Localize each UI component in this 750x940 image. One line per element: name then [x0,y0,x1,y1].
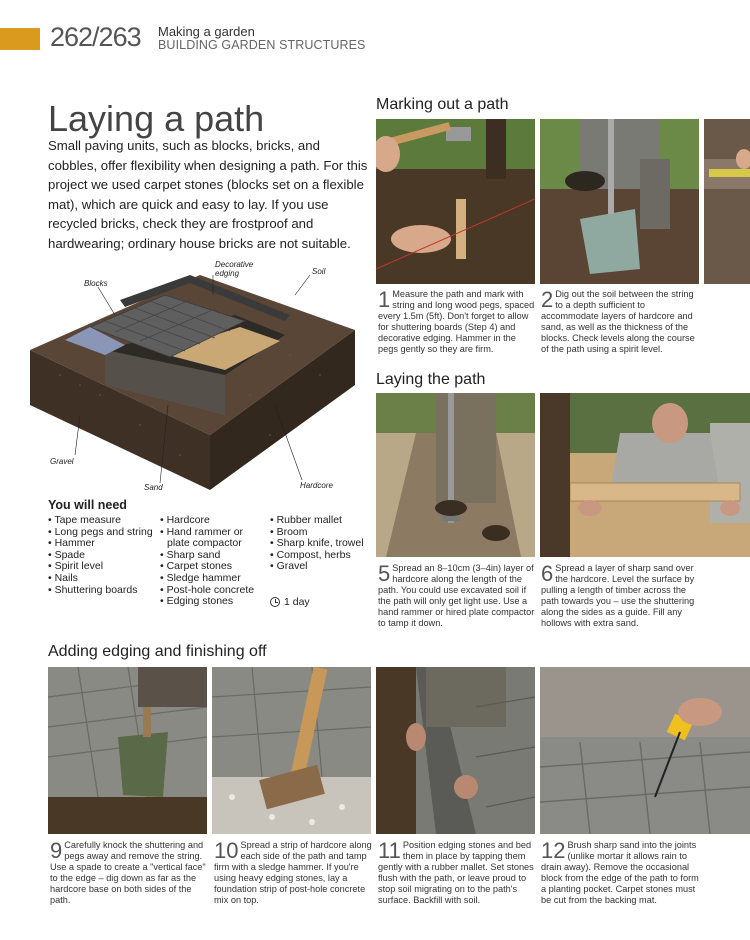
step-2 [541,289,699,355]
tool-item: • Compost, herbs [270,550,366,562]
tools-list-col3 [270,515,366,573]
time-value: 1 day [284,596,310,608]
tool-item: • Shuttering boards [48,585,158,597]
step-text: Spread a strip of hardcore along each side of the path and tamp firm with a sledge hammer. If you're using heavy edging stones, lay a foundation strip of post-hole concrete mix on top. [214,840,372,905]
tool-item: • Hammer [48,538,158,550]
tools-list-col1 [48,515,158,596]
tool-item: • Rubber mallet [270,515,366,527]
step-text: Brush sharp sand into the joints (unlike mortar it allows rain to drain away). Remove the occasional block from the edge of the path to form a planting pocket. Carpet stones must be cut from the backing mat. [541,840,699,905]
intro-paragraph: Small paving units, such as blocks, bricks, and cobbles, offer flexibility when designing a path. For this project we used carpet stones (blocks set on a flexible mat), which are quick and easy to lay. If you use recycled bricks, check they are frostproof and hardwearing; ordinary house bricks are not suitable. [48,138,368,251]
photo-step-9 [48,667,207,834]
header-accent-bar [0,28,40,50]
label-sand: Sand [144,483,163,492]
step-number: 12 [541,838,566,863]
step-11 [378,840,536,906]
photo-step-2 [540,119,699,284]
photo-step-1 [376,119,535,284]
step-10 [214,840,372,906]
step-number: 11 [378,838,401,863]
step-number: 1 [378,287,391,312]
step-6 [541,563,701,629]
page-title: Laying a path [48,98,265,139]
heading-laying: Laying the path [376,371,486,388]
step-number: 10 [214,838,239,863]
step-text: Position edging stones and bed them in place by tapping them gently with a rubber mallet. Set stones flush with the path, or leave proud to stop soil migrating on to the path's surface. Backfill with soil. [378,840,534,905]
tool-item: • Hardcore [160,515,268,527]
tool-item: • Nails [48,573,158,585]
step-text: Carefully knock the shuttering and pegs away and remove the string. Use a spade to create a "vertical face" to the edge – dig down as far as the hardcore base on both sides of the path. [50,840,206,905]
heading-edging: Adding edging and finishing off [48,643,267,660]
heading-marking-out: Marking out a path [376,96,509,113]
path-cross-section-diagram [20,255,365,495]
clock-icon [270,597,280,607]
photo-step-6 [540,393,750,557]
subsection-title: BUILDING GARDEN STRUCTURES [158,38,366,52]
photo-step-10 [212,667,371,834]
tool-item: • Sharp knife, trowel [270,538,366,550]
tool-item: • Post-hole concrete [160,585,268,597]
photo-step-3-partial [704,119,750,284]
tool-item: • Gravel [270,561,366,573]
step-12 [541,840,701,906]
label-gravel: Gravel [50,457,74,466]
tool-item: • Sledge hammer [160,573,268,585]
step-5 [378,563,536,629]
tool-item: • Spirit level [48,561,158,573]
tools-list-col2 [160,515,268,608]
tool-item: • Carpet stones [160,561,268,573]
tool-item: • Edging stones [160,596,268,608]
you-will-need-title: You will need [48,498,127,512]
label-hardcore: Hardcore [300,481,333,490]
tool-item: • Tape measure [48,515,158,527]
section-title: Making a garden [158,24,255,39]
photo-step-12 [540,667,750,834]
page-numbers: 262/263 [50,22,141,52]
tool-item: • Spade [48,550,158,562]
photo-step-5 [376,393,535,557]
step-text: Spread an 8–10cm (3–4in) layer of hardcore along the length of the path. You could use excavated soil if the path will only get light use. Use a hand rammer or hired plate compactor to tamp it down. [378,563,535,628]
tool-item: • Broom [270,527,366,539]
step-text: Dig out the soil between the string to a depth sufficient to accommodate layers of hardcore and sand, as well as the thickness of the blocks. Check levels along the course of the path using a spirit level. [541,289,695,354]
tool-item: • Sharp sand [160,550,268,562]
step-text: Measure the path and mark with string and long wood pegs, spaced every 1.5m (5ft). Don't forget to allow for shuttering boards (Step 4) and decorative edging. Hammer in the pegs gently so they are firm. [378,289,535,354]
step-number: 6 [541,561,554,586]
photo-step-11 [376,667,535,834]
step-number: 2 [541,287,554,312]
step-text: Spread a layer of sharp sand over the hardcore. Level the surface by pulling a length of timber across the path towards you – use the shuttering along the sides as a guide. Fill any hollows with extra sand. [541,563,695,628]
label-decorative-edging: Decorative edging [215,260,254,278]
time-required [270,596,310,608]
label-blocks: Blocks [84,279,108,288]
step-number: 5 [378,561,391,586]
tool-item: • Long pegs and string [48,527,158,539]
step-9 [50,840,208,906]
label-soil: Soil [312,267,326,276]
step-number: 9 [50,838,63,863]
step-1 [378,289,536,355]
tool-item: • Hand rammer or plate compactor [160,527,268,550]
